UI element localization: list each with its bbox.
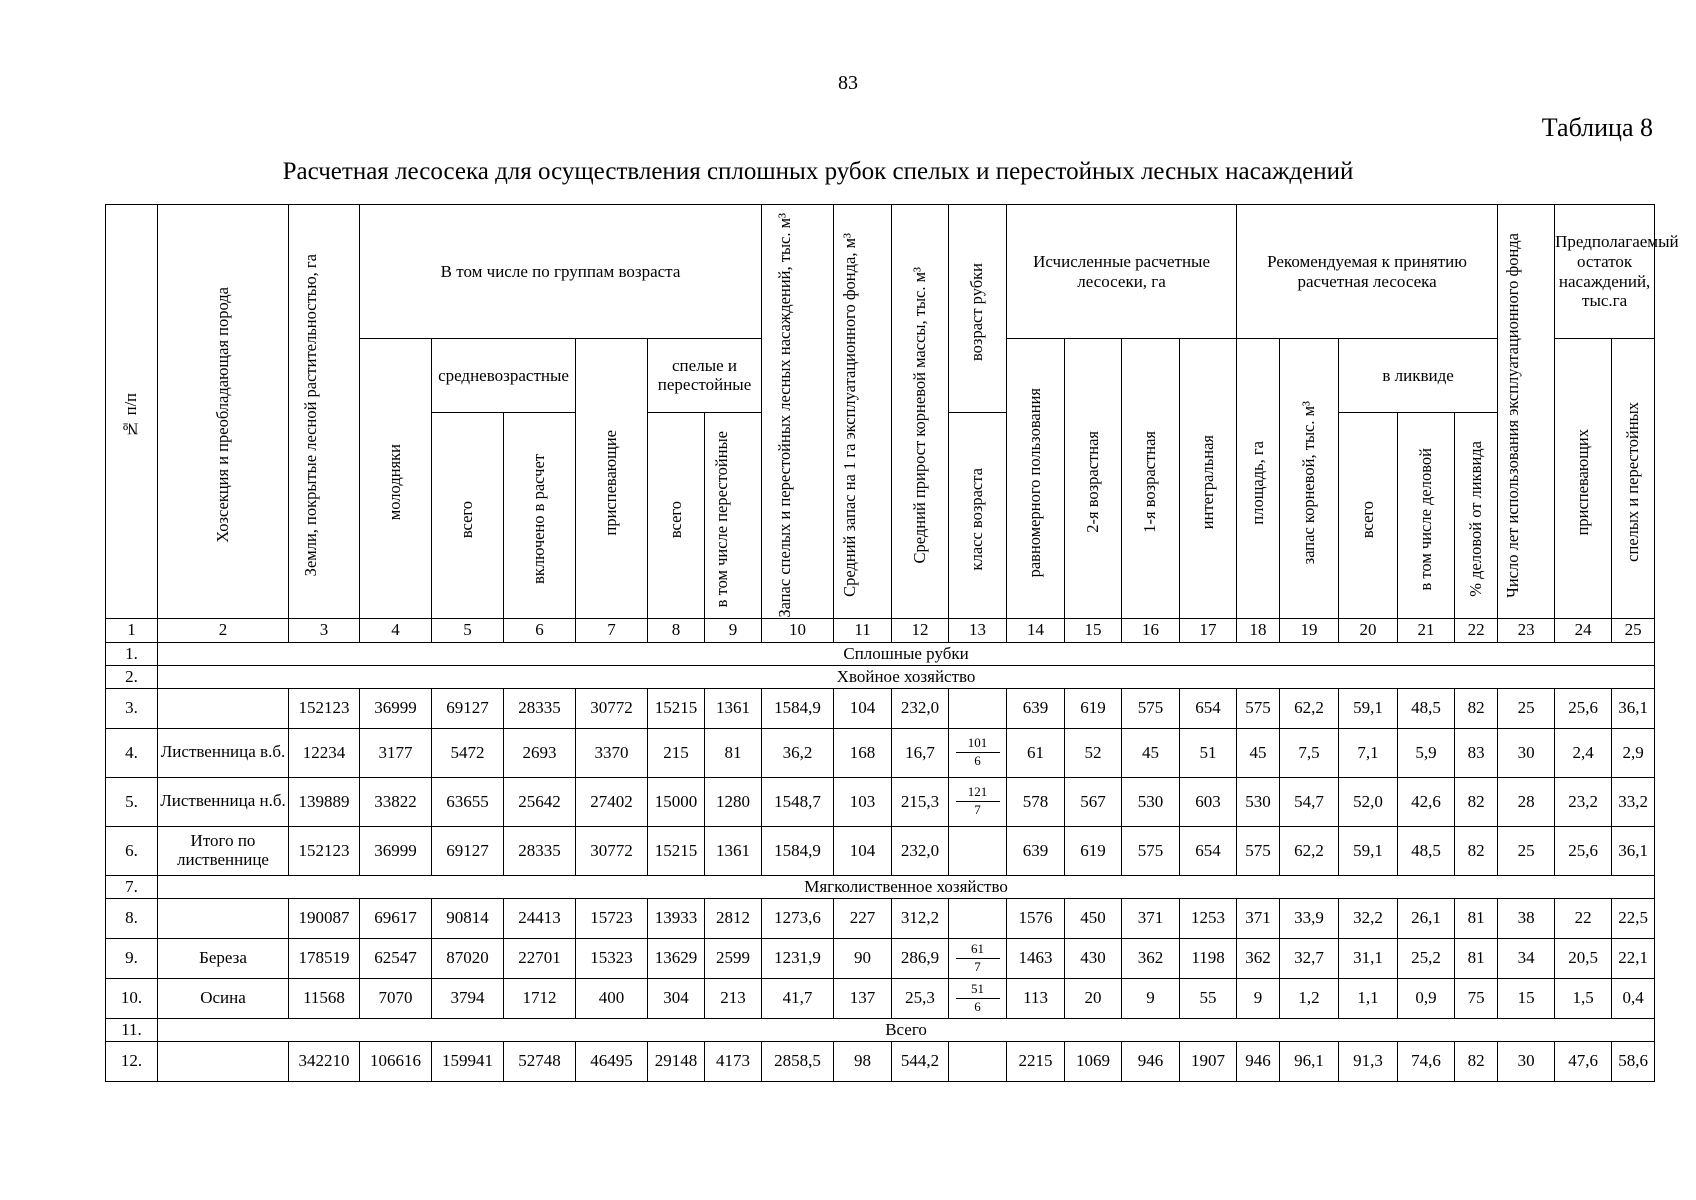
table-cell: 87020 (432, 938, 504, 978)
table-cell: 36,1 (1612, 688, 1655, 728)
table-cell: 27402 (576, 777, 648, 826)
table-cell: 619 (1065, 688, 1122, 728)
table-cell: 61 (1007, 728, 1065, 777)
column-number-cell: 20 (1339, 618, 1398, 642)
table-cell: 304 (648, 978, 705, 1018)
species-name (158, 688, 289, 728)
row-number: 3. (106, 688, 158, 728)
header-age1: 1-я возрастная (1122, 339, 1180, 619)
header-area: площадь, га (1237, 339, 1280, 619)
species-name (158, 898, 289, 938)
table-cell: 9 (1122, 978, 1180, 1018)
table-cell: 98 (834, 1041, 892, 1081)
table-cell: 639 (1007, 688, 1065, 728)
table-cell: 2,9 (1612, 728, 1655, 777)
header-middle: средневозрастные (432, 339, 576, 413)
table-cell: 45 (1237, 728, 1280, 777)
table-cell: 36999 (360, 826, 432, 875)
age-fraction-cell (949, 728, 1007, 777)
section-label: Мягколиственное хозяйство (158, 875, 1655, 898)
column-number-cell: 13 (949, 618, 1007, 642)
table-cell: 91,3 (1339, 1041, 1398, 1081)
table-cell: 178519 (289, 938, 360, 978)
table-cell: 1069 (1065, 1041, 1122, 1081)
table-cell: 7,5 (1280, 728, 1339, 777)
table-cell: 48,5 (1398, 688, 1455, 728)
table-cell: 3177 (360, 728, 432, 777)
table-cell: 1361 (705, 826, 762, 875)
header-liquid-business: в том числе деловой (1398, 412, 1455, 618)
table-cell: 654 (1180, 826, 1237, 875)
table-cell: 450 (1065, 898, 1122, 938)
table-title: Расчетная лесосека для осуществления сплошных рубок спелых и перестойных лесных насаждений (282, 158, 1354, 185)
column-number-cell: 15 (1065, 618, 1122, 642)
table-cell: 81 (1455, 898, 1498, 938)
table-cell: 28335 (504, 688, 576, 728)
table-cell: 82 (1455, 1041, 1498, 1081)
table-cell: 371 (1122, 898, 1180, 938)
species-name: Лиственница н.б. (158, 777, 289, 826)
table-cell: 575 (1237, 826, 1280, 875)
table-cell: 69127 (432, 826, 504, 875)
header-num: № п/п (106, 205, 158, 619)
table-cell: 28 (1498, 777, 1555, 826)
table-cell: 36,1 (1612, 826, 1655, 875)
age-class: 6 (974, 753, 981, 769)
table-cell: 15323 (576, 938, 648, 978)
table-cell: 24413 (504, 898, 576, 938)
header-remaining: Предполагаемый остаток насаждений, тыс.га (1555, 205, 1655, 339)
table-cell: 4173 (705, 1041, 762, 1081)
table-cell: 33,2 (1612, 777, 1655, 826)
table-cell: 36999 (360, 688, 432, 728)
table-cell: 946 (1122, 1041, 1180, 1081)
column-number-cell: 1 (106, 618, 158, 642)
table-cell: 25,6 (1555, 826, 1612, 875)
row-number: 2. (106, 665, 158, 688)
table-cell: 106616 (360, 1041, 432, 1081)
table-cell: 2858,5 (762, 1041, 834, 1081)
table-row (106, 688, 1655, 728)
column-number-cell: 16 (1122, 618, 1180, 642)
table-cell: 104 (834, 826, 892, 875)
header-liquid: в ликвиде (1339, 339, 1498, 413)
table-cell: 13629 (648, 938, 705, 978)
table-cell: 530 (1122, 777, 1180, 826)
header-rem-mature: спелых и перестойных (1612, 339, 1655, 619)
table-cell: 59,1 (1339, 688, 1398, 728)
table-cell: 232,0 (892, 826, 949, 875)
header-uniform: равномерного пользования (1007, 339, 1065, 619)
column-number-cell: 2 (158, 618, 289, 642)
table-cell: 22,5 (1612, 898, 1655, 938)
table-cell: 5,9 (1398, 728, 1455, 777)
header-liquid-total: всего (1339, 412, 1398, 618)
table-cell: 1548,7 (762, 777, 834, 826)
table-cell: 2215 (1007, 1041, 1065, 1081)
table-cell: 32,2 (1339, 898, 1398, 938)
header-mature: спелые и перестойные (648, 339, 762, 413)
row-number: 6. (106, 826, 158, 875)
table-cell: 25,3 (892, 978, 949, 1018)
table-cell: 83 (1455, 728, 1498, 777)
table-cell: 36,2 (762, 728, 834, 777)
section-row (106, 875, 1655, 898)
table-cell: 15215 (648, 688, 705, 728)
table-cell: 13933 (648, 898, 705, 938)
table-cell: 104 (834, 688, 892, 728)
table-cell: 1280 (705, 777, 762, 826)
table-cell: 74,6 (1398, 1041, 1455, 1081)
table-cell: 103 (834, 777, 892, 826)
table-cell: 362 (1237, 938, 1280, 978)
table-cell: 47,6 (1555, 1041, 1612, 1081)
table-cell: 58,6 (1612, 1041, 1655, 1081)
table-cell: 45 (1122, 728, 1180, 777)
table-row (106, 1041, 1655, 1081)
table-cell: 81 (705, 728, 762, 777)
table-cell: 1,5 (1555, 978, 1612, 1018)
table-cell: 46495 (576, 1041, 648, 1081)
table-cell: 28335 (504, 826, 576, 875)
header-root-stock: запас корневой, тыс. м³ (1280, 339, 1339, 619)
table-cell: 38 (1498, 898, 1555, 938)
header-mature-over: в том числе перестойные (705, 412, 762, 618)
age-fraction-cell (949, 938, 1007, 978)
table-cell: 2812 (705, 898, 762, 938)
table-cell: 55 (1180, 978, 1237, 1018)
table-cell: 51 (1180, 728, 1237, 777)
header-species: Хозсекция и преобладающая порода (158, 205, 289, 619)
row-number: 10. (106, 978, 158, 1018)
table-cell: 578 (1007, 777, 1065, 826)
header-cut-age: возраст рубки (949, 205, 1007, 413)
table-cell: 7,1 (1339, 728, 1398, 777)
table-cell: 12234 (289, 728, 360, 777)
table-cell: 30 (1498, 1041, 1555, 1081)
table-cell: 152123 (289, 688, 360, 728)
table-cell: 30772 (576, 688, 648, 728)
age-class: 7 (974, 802, 981, 818)
table-cell: 1,2 (1280, 978, 1339, 1018)
table-cell: 1,1 (1339, 978, 1398, 1018)
table-row (106, 826, 1655, 875)
table-cell: 152123 (289, 826, 360, 875)
header-age-groups: В том числе по группам возраста (360, 205, 762, 339)
header-liquid-pct: % деловой от ликвида (1455, 412, 1498, 618)
species-name: Лиственница в.б. (158, 728, 289, 777)
table-cell: 232,0 (892, 688, 949, 728)
table-cell: 32,7 (1280, 938, 1339, 978)
table-row (106, 898, 1655, 938)
column-number-cell: 18 (1237, 618, 1280, 642)
table-cell: 213 (705, 978, 762, 1018)
table-cell: 1463 (1007, 938, 1065, 978)
column-number-cell: 4 (360, 618, 432, 642)
column-number-cell: 3 (289, 618, 360, 642)
header-stock: Запас спелых и перестойных лесных насаждений, тыс. м³ (762, 205, 834, 619)
table-cell: 22 (1555, 898, 1612, 938)
table-cell: 1198 (1180, 938, 1237, 978)
table-cell: 30772 (576, 826, 648, 875)
table-cell: 59,1 (1339, 826, 1398, 875)
header-mature-total: всего (648, 412, 705, 618)
table-cell: 159941 (432, 1041, 504, 1081)
table-cell: 1231,9 (762, 938, 834, 978)
column-number-cell: 23 (1498, 618, 1555, 642)
table-cell: 62,2 (1280, 826, 1339, 875)
table-row (106, 938, 1655, 978)
table-cell: 3370 (576, 728, 648, 777)
column-number-cell: 8 (648, 618, 705, 642)
table-cell: 20,5 (1555, 938, 1612, 978)
age-class: 7 (974, 958, 981, 974)
table-cell: 1712 (504, 978, 576, 1018)
table-cell: 42,6 (1398, 777, 1455, 826)
table-cell: 654 (1180, 688, 1237, 728)
table-cell: 96,1 (1280, 1041, 1339, 1081)
header-middle-incl: включено в расчет (504, 412, 576, 618)
table-cell: 400 (576, 978, 648, 1018)
table-cell: 52748 (504, 1041, 576, 1081)
table-cell: 90814 (432, 898, 504, 938)
species-name: Береза (158, 938, 289, 978)
table-cell: 54,7 (1280, 777, 1339, 826)
table-cell: 1273,6 (762, 898, 834, 938)
header-maturing: приспевающие (576, 339, 648, 619)
table-row (106, 978, 1655, 1018)
table-cell: 82 (1455, 688, 1498, 728)
column-number-cell: 6 (504, 618, 576, 642)
table-cell: 575 (1122, 826, 1180, 875)
table-cell: 22701 (504, 938, 576, 978)
table-cell: 22,1 (1612, 938, 1655, 978)
header-rem-maturing: приспевающих (1555, 339, 1612, 619)
table-cell: 41,7 (762, 978, 834, 1018)
section-row (106, 642, 1655, 665)
table-cell: 52 (1065, 728, 1122, 777)
table-cell: 286,9 (892, 938, 949, 978)
table-cell: 75 (1455, 978, 1498, 1018)
table-cell: 575 (1122, 688, 1180, 728)
table-cell: 575 (1237, 688, 1280, 728)
table-cell: 0,4 (1612, 978, 1655, 1018)
row-number: 1. (106, 642, 158, 665)
header-recommended: Рекомендуемая к принятию расчетная лесосека (1237, 205, 1498, 339)
age-fraction-cell (949, 688, 1007, 728)
cut-age: 101 (956, 736, 1000, 753)
table-cell: 342210 (289, 1041, 360, 1081)
header-avg-growth: Средний прирост корневой массы, тыс. м³ (892, 205, 949, 619)
row-number: 9. (106, 938, 158, 978)
column-numbers-row (106, 618, 1655, 642)
table-cell: 215,3 (892, 777, 949, 826)
table-cell: 1576 (1007, 898, 1065, 938)
age-fraction-cell (949, 898, 1007, 938)
column-number-cell: 5 (432, 618, 504, 642)
table-cell: 26,1 (1398, 898, 1455, 938)
table-caption: Таблица 8 (1541, 113, 1653, 142)
table-cell: 34 (1498, 938, 1555, 978)
table-cell: 3794 (432, 978, 504, 1018)
age-fraction-cell (949, 777, 1007, 826)
cut-age: 51 (956, 982, 1000, 999)
section-row (106, 1018, 1655, 1041)
section-label: Всего (158, 1018, 1655, 1041)
table-cell: 430 (1065, 938, 1122, 978)
table-cell: 362 (1122, 938, 1180, 978)
column-number-cell: 7 (576, 618, 648, 642)
header-age2: 2-я возрастная (1065, 339, 1122, 619)
column-number-cell: 19 (1280, 618, 1339, 642)
table-cell: 33822 (360, 777, 432, 826)
column-number-cell: 9 (705, 618, 762, 642)
table-cell: 81 (1455, 938, 1498, 978)
table-cell: 82 (1455, 777, 1498, 826)
table-cell: 33,9 (1280, 898, 1339, 938)
header-integral: интегральная (1180, 339, 1237, 619)
section-label: Сплошные рубки (158, 642, 1655, 665)
table-cell: 2,4 (1555, 728, 1612, 777)
table-cell: 2693 (504, 728, 576, 777)
table-cell: 603 (1180, 777, 1237, 826)
table-cell: 31,1 (1339, 938, 1398, 978)
table-cell: 7070 (360, 978, 432, 1018)
table-cell: 15 (1498, 978, 1555, 1018)
column-number-cell: 24 (1555, 618, 1612, 642)
header-avg-stock: Средний запас на 1 га эксплуатационного фонда, м³ (834, 205, 892, 619)
table-cell: 312,2 (892, 898, 949, 938)
table-cell: 1253 (1180, 898, 1237, 938)
column-number-cell: 22 (1455, 618, 1498, 642)
age-fraction-cell (949, 826, 1007, 875)
table-cell: 25,2 (1398, 938, 1455, 978)
table-cell: 30 (1498, 728, 1555, 777)
table-cell: 0,9 (1398, 978, 1455, 1018)
table-cell: 15215 (648, 826, 705, 875)
table-cell: 29148 (648, 1041, 705, 1081)
table-cell: 11568 (289, 978, 360, 1018)
table-cell: 113 (1007, 978, 1065, 1018)
row-number: 8. (106, 898, 158, 938)
table-cell: 62,2 (1280, 688, 1339, 728)
table-cell: 25 (1498, 826, 1555, 875)
table-cell: 5472 (432, 728, 504, 777)
species-name (158, 1041, 289, 1081)
column-number-cell: 14 (1007, 618, 1065, 642)
table-cell: 946 (1237, 1041, 1280, 1081)
table-cell: 567 (1065, 777, 1122, 826)
column-number-cell: 12 (892, 618, 949, 642)
row-number: 11. (106, 1018, 158, 1041)
table-cell: 62547 (360, 938, 432, 978)
table-cell: 530 (1237, 777, 1280, 826)
species-name: Итого по лиственнице (158, 826, 289, 875)
table-cell: 639 (1007, 826, 1065, 875)
table-row (106, 777, 1655, 826)
table-cell: 227 (834, 898, 892, 938)
cut-age: 121 (956, 785, 1000, 802)
table-cell: 9 (1237, 978, 1280, 1018)
table-cell: 15723 (576, 898, 648, 938)
table-cell: 168 (834, 728, 892, 777)
table-cell: 69127 (432, 688, 504, 728)
row-number: 5. (106, 777, 158, 826)
column-number-cell: 21 (1398, 618, 1455, 642)
row-number: 12. (106, 1041, 158, 1081)
species-name: Осина (158, 978, 289, 1018)
table-cell: 25642 (504, 777, 576, 826)
table-cell: 215 (648, 728, 705, 777)
table-cell: 25,6 (1555, 688, 1612, 728)
table-cell: 20 (1065, 978, 1122, 1018)
forest-cutting-table (105, 204, 1679, 1082)
table-cell: 23,2 (1555, 777, 1612, 826)
page-number: 83 (838, 72, 858, 94)
column-number-cell: 11 (834, 618, 892, 642)
column-number-cell: 10 (762, 618, 834, 642)
header-young: молодняки (360, 339, 432, 619)
table-cell: 52,0 (1339, 777, 1398, 826)
table-row (106, 728, 1655, 777)
table-cell: 139889 (289, 777, 360, 826)
table-cell: 371 (1237, 898, 1280, 938)
table-cell: 25 (1498, 688, 1555, 728)
section-label: Хвойное хозяйство (158, 665, 1655, 688)
header-years: Число лет использования эксплуатационного фонда (1498, 205, 1555, 619)
table-cell: 90 (834, 938, 892, 978)
table-cell: 137 (834, 978, 892, 1018)
table-cell: 63655 (432, 777, 504, 826)
section-row (106, 665, 1655, 688)
column-number-cell: 17 (1180, 618, 1237, 642)
table-cell: 15000 (648, 777, 705, 826)
header-land: Земли, покрытые лесной растительностью, га (289, 205, 360, 619)
table-cell: 16,7 (892, 728, 949, 777)
table-cell: 48,5 (1398, 826, 1455, 875)
table-cell: 1584,9 (762, 688, 834, 728)
table-cell: 82 (1455, 826, 1498, 875)
age-fraction-cell (949, 978, 1007, 1018)
table-cell: 544,2 (892, 1041, 949, 1081)
cut-age: 61 (956, 942, 1000, 959)
table-cell: 69617 (360, 898, 432, 938)
age-class: 6 (974, 998, 981, 1014)
header-age-class: класс возраста (949, 412, 1007, 618)
header-middle-total: всего (432, 412, 504, 618)
row-number: 4. (106, 728, 158, 777)
table-cell: 1907 (1180, 1041, 1237, 1081)
table-cell: 1584,9 (762, 826, 834, 875)
table-cell: 1361 (705, 688, 762, 728)
table-cell: 619 (1065, 826, 1122, 875)
table-cell: 2599 (705, 938, 762, 978)
column-number-cell: 25 (1612, 618, 1655, 642)
table-cell: 190087 (289, 898, 360, 938)
age-fraction-cell (949, 1041, 1007, 1081)
row-number: 7. (106, 875, 158, 898)
header-calc: Исчисленные расчетные лесосеки, га (1007, 205, 1237, 339)
